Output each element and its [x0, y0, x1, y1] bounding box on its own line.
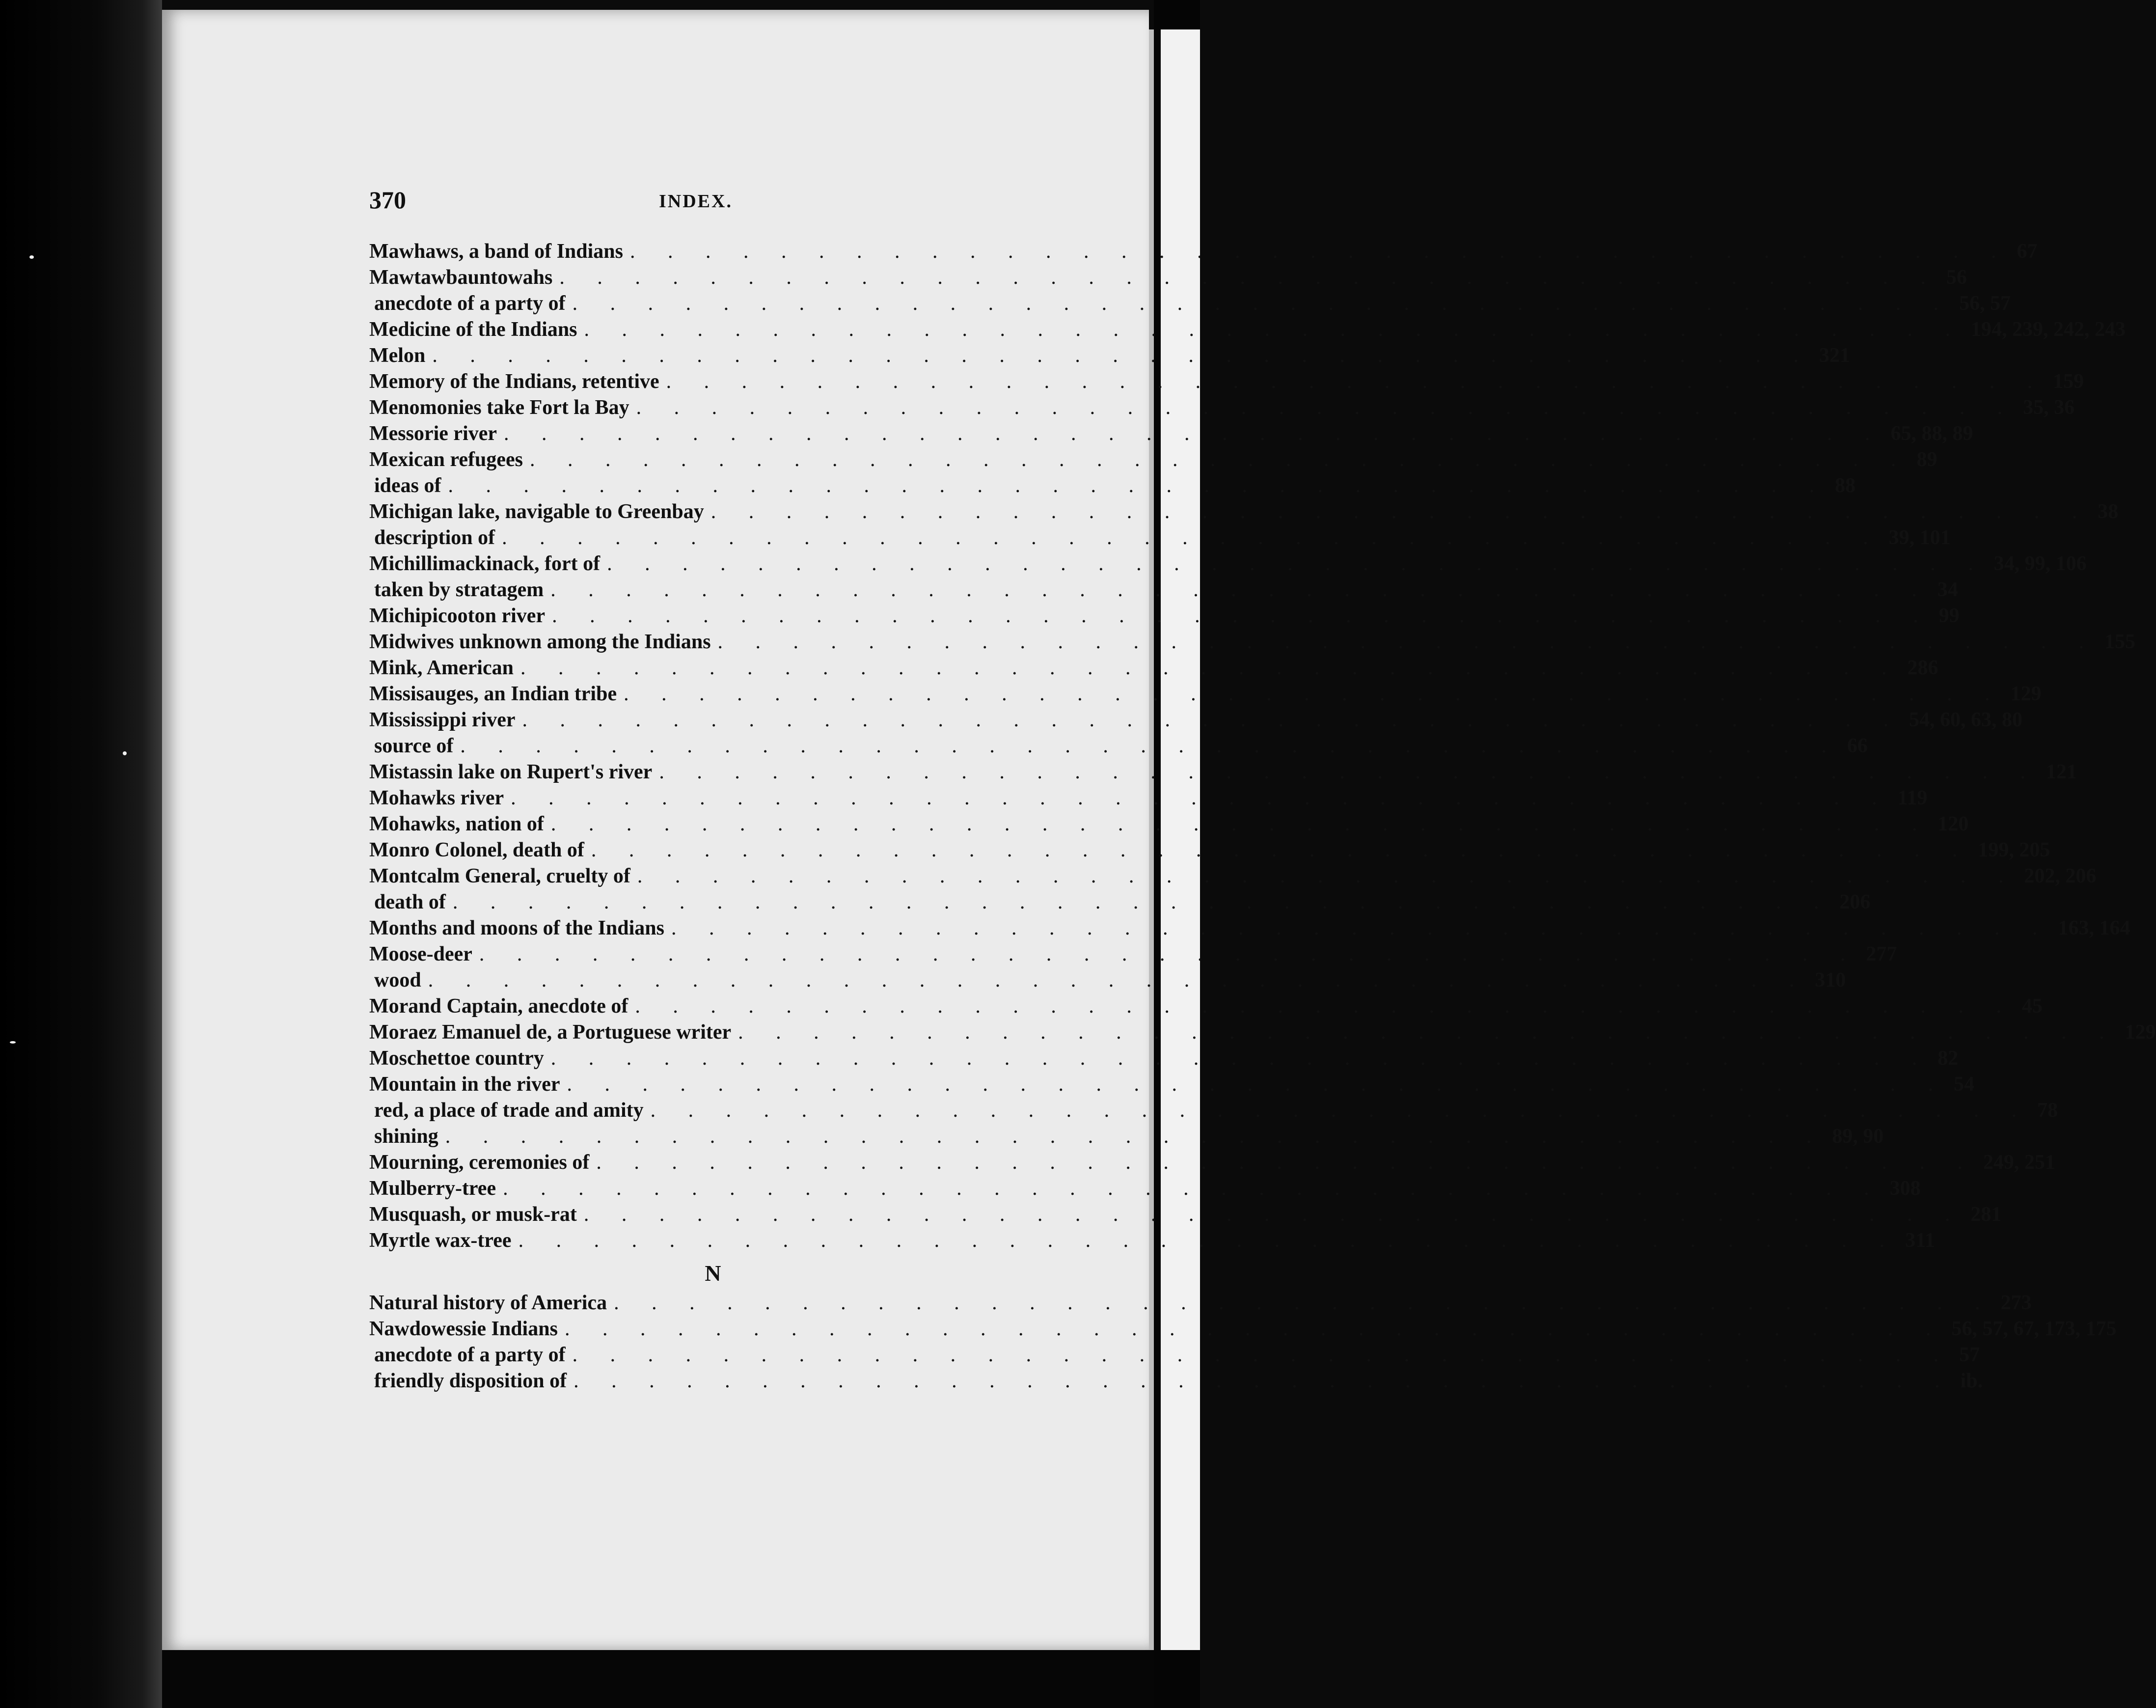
page-references: 159 [2053, 370, 2084, 393]
page-references: 99 [1938, 605, 1960, 627]
dot-leader: . . . . . . . . . . . . . . . . . . . . . . . . . . . . . . . . . . . . . [479, 943, 1859, 965]
page-references: 199, 205 [1978, 839, 2050, 861]
index-entry [369, 889, 1871, 915]
page-references: 54 [1953, 1073, 1974, 1096]
index-entry [369, 1098, 2058, 1124]
dot-leader: . . . . . . . . . . . . . . . . . . . . . . . . . . . . . . . . . . . . . [630, 240, 2010, 263]
dot-leader: . . . . . . . . . . . . . . . . . . . . . . . . . . . . . . . . . . . . . [432, 344, 1812, 367]
page-references: 311 [1905, 1229, 1935, 1252]
page-references: 206 [1839, 891, 1871, 913]
index-entry-text: Monro Colonel, death of [369, 839, 584, 861]
index-entry [369, 1019, 2156, 1046]
index-entry [369, 551, 2087, 577]
index-entry [369, 369, 2084, 395]
page-references: 129 [2125, 1021, 2156, 1044]
page-references: 56 [1946, 266, 1967, 289]
bottom-margin-shadow [162, 1650, 1154, 1708]
page-references: 194, 239, 242, 243 [1971, 318, 2126, 341]
index-entry [369, 603, 1960, 629]
dot-leader: . . . . . . . . . . . . . . . . . . . . . . . . . . . . . . . . . . . . . [671, 917, 2051, 939]
index-entry-text: Medicine of the Indians [369, 318, 577, 341]
dot-leader: . . . . . . . . . . . . . . . . . . . . . . . . . . . . . . . . . . . . . [710, 500, 2091, 523]
dot-leader: . . . . . . . . . . . . . . . . . . . . . . . . . . . . . . . . . . . . . [591, 839, 1971, 861]
page-references: 34 [1937, 579, 1958, 601]
index-entry [369, 1290, 2032, 1316]
page-references: 66 [1847, 735, 1868, 757]
dot-leader: . . . . . . . . . . . . . . . . . . . . . . . . . . . . . . . . . . . . . [529, 448, 1910, 471]
dot-leader: . . . . . . . . . . . . . . . . . . . . . . . . . . . . . . . . . . . . . [452, 891, 1833, 913]
dot-leader: . . . . . . . . . . . . . . . . . . . . . . . . . . . . . . . . . . . . . [624, 683, 2004, 705]
dot-leader: . . . . . . . . . . . . . . . . . . . . . . . . . . . . . . . . . . . . . [503, 1177, 1883, 1200]
dot-leader: . . . . . . . . . . . . . . . . . . . . . . . . . . . . . . . . . . . . . [502, 526, 1882, 549]
index-entry-text: Mistassin lake on Rupert's river [369, 761, 653, 783]
index-section-m [369, 239, 2156, 1254]
dot-leader: . . . . . . . . . . . . . . . . . . . . . . . . . . . . . . . . . . . . . [637, 865, 2018, 887]
index-subentry-text: friendly disposition of [374, 1370, 567, 1392]
index-entry-text: Mawhaws, a band of Indians [369, 240, 624, 263]
page-references: 277 [1866, 943, 1897, 965]
page-references: 56, 57, 67, 173, 175 [1951, 1318, 2117, 1340]
index-entry-text: Natural history of America [369, 1292, 607, 1314]
index-entry [369, 1124, 1884, 1150]
dot-leader: . . . . . . . . . . . . . . . . . . . . . . . . . . . . . . . . . . . . . [520, 657, 1901, 679]
dot-leader: . . . . . . . . . . . . . . . . . . . . . . . . . . . . . . . . . . . . . [564, 1318, 1945, 1340]
index-entry [369, 941, 1897, 967]
dot-leader: . . . . . . . . . . . . . . . . . . . . . . . . . . . . . . . . . . . . . [584, 318, 1965, 341]
index-entry-text: Michillimackinack, fort of [369, 552, 600, 575]
index-subentry-text: anecdote of a party of [374, 292, 566, 315]
scan-speck [123, 751, 127, 755]
index-entry-text: Moschettoe country [369, 1047, 544, 1070]
index-entry [369, 239, 2038, 265]
running-head [369, 186, 1022, 215]
index-entry-text: Mohawks river [369, 787, 504, 809]
index-subentry-text: description of [374, 526, 495, 549]
dot-leader: . . . . . . . . . . . . . . . . . . . . . . . . . . . . . . . . . . . . . [738, 1021, 2118, 1044]
index-entry [369, 967, 1846, 993]
page-references: 321 [1819, 344, 1850, 367]
dot-leader: . . . . . . . . . . . . . . . . . . . . . . . . . . . . . . . . . . . . . [567, 1073, 1947, 1096]
dot-leader: . . . . . . . . . . . . . . . . . . . . . . . . . . . . . . . . . . . . . [666, 370, 2047, 393]
index-entry [369, 1176, 1921, 1202]
page-references: 35, 36 [2023, 396, 2075, 419]
index-entry-text: Nawdowessie Indians [369, 1318, 558, 1340]
index-entry-text: Montcalm General, cruelty of [369, 865, 630, 887]
dot-leader: . . . . . . . . . . . . . . . . . . . . . . . . . . . . . . . . . . . . . [572, 292, 1953, 315]
index-entry-text: Messorie river [369, 422, 497, 445]
index-subentry-text: shining [374, 1125, 438, 1148]
index-entry-text: Mountain in the river [369, 1073, 560, 1096]
dot-leader: . . . . . . . . . . . . . . . . . . . . . . . . . . . . . . . . . . . . . [650, 1099, 2031, 1122]
page-references: 202, 206 [2024, 865, 2097, 887]
index-entry [369, 395, 2075, 421]
dot-leader: . . . . . . . . . . . . . . . . . . . . . . . . . . . . . . . . . . . . . [445, 1125, 1826, 1148]
index-entry [369, 1342, 1980, 1368]
page-references: 121 [2046, 761, 2077, 783]
index-entry-text: Mawtawbauntowahs [369, 266, 553, 289]
index-entry [369, 655, 1938, 681]
index-entry-text: Mulberry-tree [369, 1177, 496, 1200]
page-references: 281 [1970, 1203, 2002, 1226]
section-letter: N [705, 1261, 721, 1286]
index-entry-text: Mourning, ceremonies of [369, 1151, 590, 1174]
page-references: 119 [1897, 787, 1928, 809]
index-list [369, 239, 2156, 1394]
dot-leader: . . . . . . . . . . . . . . . . . . . . . . . . . . . . . . . . . . . . . [504, 422, 1884, 445]
index-entry [369, 1150, 2055, 1176]
index-entry-text: Midwives unknown among the Indians [369, 631, 711, 653]
index-entry-text: Michigan lake, navigable to Greenbay [369, 500, 704, 523]
dot-leader: . . . . . . . . . . . . . . . . . . . . . . . . . . . . . . . . . . . . . [559, 266, 1939, 289]
scan-speck [10, 1041, 16, 1044]
index-subentry-text: wood [374, 969, 421, 992]
dot-leader: . . . . . . . . . . . . . . . . . . . . . . . . . . . . . . . . . . . . . [448, 474, 1828, 497]
index-subentry-text: ideas of [374, 474, 441, 497]
left-binding-shadow [0, 0, 162, 1708]
dot-leader: . . . . . . . . . . . . . . . . . . . . . . . . . . . . . . . . . . . . . [596, 1151, 1976, 1174]
page-references: 57 [1959, 1344, 1980, 1366]
index-entry [369, 1072, 1974, 1098]
page-references: 34, 99, 106 [1993, 552, 2087, 575]
dot-leader: . . . . . . . . . . . . . . . . . . . . . . . . . . . . . . . . . . . . . [635, 995, 2015, 1018]
page-references: 249, 251 [1983, 1151, 2055, 1174]
index-entry-text: Menomonies take Fort la Bay [369, 396, 629, 419]
dot-leader: . . . . . . . . . . . . . . . . . . . . . . . . . . . . . . . . . . . . . [607, 552, 1987, 575]
page-references: 273 [2000, 1292, 2032, 1314]
index-entry [369, 265, 1967, 291]
dot-leader: . . . . . . . . . . . . . . . . . . . . . . . . . . . . . . . . . . . . . [583, 1203, 1964, 1226]
index-entry-text: Missisauges, an Indian tribe [369, 683, 617, 705]
page-references: 67 [2017, 240, 2038, 263]
index-entry-text: Mohawks, nation of [369, 813, 544, 835]
index-entry [369, 785, 1928, 811]
page-references: 308 [1889, 1177, 1921, 1200]
dot-leader: . . . . . . . . . . . . . . . . . . . . . . . . . . . . . . . . . . . . . [428, 969, 1808, 992]
index-entry [369, 499, 2119, 525]
index-entry-text: Melon [369, 344, 426, 367]
index-entry-text: Morand Captain, anecdote of [369, 995, 628, 1018]
page-references: 89 [1916, 448, 1938, 471]
dot-leader: . . . . . . . . . . . . . . . . . . . . . . . . . . . . . . . . . . . . . [550, 813, 1931, 835]
index-entry [369, 1316, 2117, 1342]
dot-leader: . . . . . . . . . . . . . . . . . . . . . . . . . . . . . . . . . . . . . [573, 1370, 1954, 1392]
index-entry [369, 811, 1969, 837]
dot-leader: . . . . . . . . . . . . . . . . . . . . . . . . . . . . . . . . . . . . . [522, 709, 1903, 731]
index-entry-text: Musquash, or musk-rat [369, 1203, 577, 1226]
page-references: 45 [2021, 995, 2043, 1018]
page-references: 286 [1907, 657, 1938, 679]
index-entry-text: Moose-deer [369, 943, 472, 965]
index-entry-text: Months and moons of the Indians [369, 917, 665, 939]
page-references: 88 [1835, 474, 1856, 497]
index-subentry-text: taken by stratagem [374, 579, 544, 601]
index-entry-text: Mexican refugees [369, 448, 523, 471]
index-entry-text: Michipicooton river [369, 605, 546, 627]
dot-leader: . . . . . . . . . . . . . . . . . . . . . . . . . . . . . . . . . . . . . [460, 735, 1840, 757]
index-entry [369, 1368, 1983, 1394]
page-references: 163, 164 [2058, 917, 2130, 939]
dot-leader: . . . . . . . . . . . . . . . . . . . . . . . . . . . . . . . . . . . . . [552, 605, 1932, 627]
dot-leader: . . . . . . . . . . . . . . . . . . . . . . . . . . . . . . . . . . . . . [659, 761, 2039, 783]
index-subentry-text: death of [374, 891, 446, 913]
index-entry [369, 837, 2050, 863]
index-subentry-text: anecdote of a party of [374, 1344, 566, 1366]
page-references: 65, 88, 89 [1890, 422, 1973, 445]
index-entry [369, 525, 1951, 551]
index-entry-text: Memory of the Indians, retentive [369, 370, 659, 393]
index-entry-text: Mississippi river [369, 709, 516, 731]
index-entry [369, 915, 2130, 941]
index-entry [369, 707, 2023, 733]
page-references: 310 [1815, 969, 1846, 992]
dot-leader: . . . . . . . . . . . . . . . . . . . . . . . . . . . . . . . . . . . . . [550, 1047, 1931, 1070]
page-number: 370 [369, 186, 406, 214]
dot-leader: . . . . . . . . . . . . . . . . . . . . . . . . . . . . . . . . . . . . . [518, 1229, 1899, 1252]
index-entry [369, 421, 1973, 447]
page-title: INDEX. [659, 191, 733, 212]
index-entry [369, 447, 1938, 473]
page-references: 39, 101 [1888, 526, 1951, 549]
dot-leader: . . . . . . . . . . . . . . . . . . . . . . . . . . . . . . . . . . . . . [511, 787, 1891, 809]
index-entry-text: Moraez Emanuel de, a Portuguese writer [369, 1021, 732, 1044]
index-entry [369, 629, 2136, 655]
page-references: 155 [2104, 631, 2136, 653]
index-entry-text: Myrtle wax-tree [369, 1229, 512, 1252]
index-entry [369, 577, 1958, 603]
dot-leader: . . . . . . . . . . . . . . . . . . . . . . . . . . . . . . . . . . . . . [717, 631, 2098, 653]
dot-leader: . . . . . . . . . . . . . . . . . . . . . . . . . . . . . . . . . . . . . [572, 1344, 1953, 1366]
index-entry [369, 317, 2126, 343]
page-references: 56, 57 [1959, 292, 2011, 315]
dot-leader: . . . . . . . . . . . . . . . . . . . . . . . . . . . . . . . . . . . . . [550, 579, 1931, 601]
index-entry [369, 993, 2043, 1019]
index-entry [369, 681, 2042, 707]
dot-leader: . . . . . . . . . . . . . . . . . . . . . . . . . . . . . . . . . . . . . [614, 1292, 1994, 1314]
page-references: 120 [1938, 813, 1969, 835]
page-references: 129 [2010, 683, 2042, 705]
index-entry [369, 473, 1856, 499]
index-entry [369, 291, 2011, 317]
index-entry [369, 1228, 1935, 1254]
index-entry [369, 759, 2077, 785]
index-entry [369, 733, 1868, 759]
index-entry [369, 343, 1850, 369]
page-references: 82 [1938, 1047, 1959, 1070]
index-entry-text: Mink, American [369, 657, 514, 679]
index-section-n [369, 1290, 2117, 1394]
index-entry [369, 1046, 1959, 1072]
index-entry [369, 863, 2097, 889]
index-subentry-text: red, a place of trade and amity [374, 1099, 644, 1122]
page-references: ib. [1960, 1370, 1983, 1392]
page-references: 54, 60, 63, 80 [1909, 709, 2023, 731]
page-references: 78 [2037, 1099, 2058, 1122]
index-entry [369, 1202, 2002, 1228]
index-subentry-text: source of [374, 735, 454, 757]
dot-leader: . . . . . . . . . . . . . . . . . . . . . . . . . . . . . . . . . . . . . [636, 396, 2017, 419]
scan-speck [29, 255, 34, 259]
page-references: 89, 90 [1832, 1125, 1884, 1148]
page-references: 38 [2098, 500, 2119, 523]
